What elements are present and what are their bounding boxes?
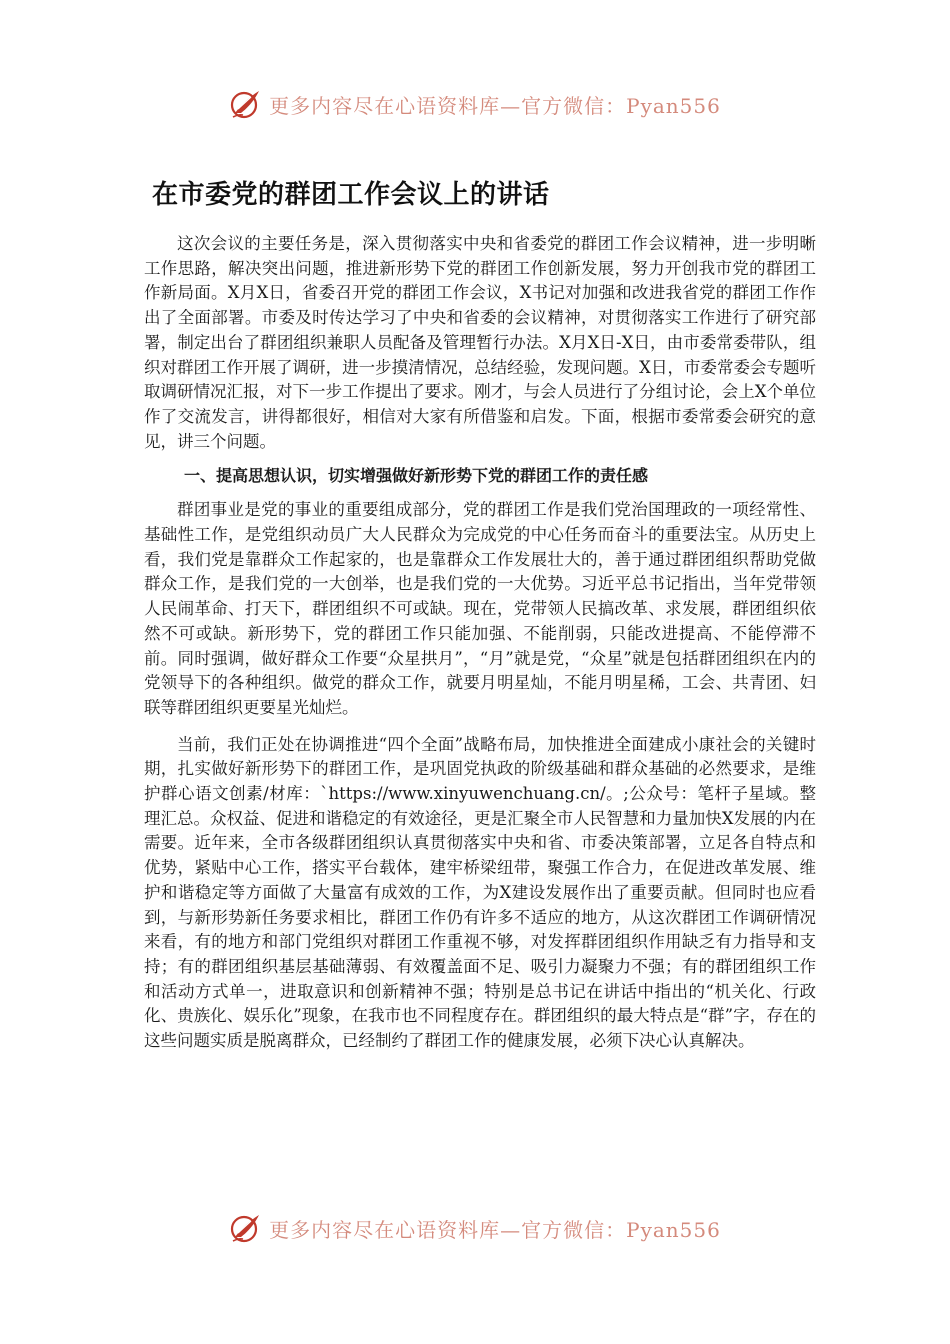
section-1-paragraph-1: 群团事业是党的事业的重要组成部分，党的群团工作是我们党治国理政的一项经常性、基础性工作，是党组织动员广大人民群众为完成党的中心任务而奋斗的重要法宝。从历史上看，我们党是靠群众工作起家的，也是靠群众工作发展壮大的，善于通过群团组织帮助党做群众工作，是我们党的一大创举，也是我们党的一大优势。习近平总书记指出，当年党带领人民闹革命、打天下，群团组织不可或缺。现在，党带领人民搞改革、求发展，群团组织依然不可或缺。新形势下，党的群团工作只能加强、不能削弱，只能改进提高、不能停滞不前。同时强调，做好群众工作要“众星拱月”，“月”就是党，“众星”就是包括群团组织在内的党领导下的各种组织。做党的群众工作，就要月明星灿，不能月明星稀，工会、共青团、妇联等群团组织更要星光灿烂。 bbox=[144, 500, 816, 717]
section-1-paragraph-2: 当前，我们正处在协调推进“四个全面”战略布局，加快推进全面建成小康社会的关键时期，扎实做好新形势下的群团工作，是巩固党执政的阶级基础和群众基础的必然要求，是维护群心语文创素/材库：`https://www.xinyuwenchuang.cn/。;公众号：笔杆子星域。整理汇总。众权益、促进和谐稳定的有效途径，更是汇聚全市人民智慧和力量加快X发展的内在需要。近年来，全市各级群团组织认真贯彻落实中央和省、市委决策部署，立足各自特点和优势，紧贴中心工作，搭实平台载体，建牢桥梁纽带，聚强工作合力，在促进改革发展、维护和谐稳定等方面做了大量富有成效的工作，为X建设发展作出了重要贡献。但同时也应看到，与新形势新任务要求相比，群团工作仍有许多不适应的地方，从这次群团工作调研情况来看，有的地方和部门党组织对群团工作重视不够，对发挥群团组织作用缺乏有力指导和支持；有的群团组织基层基础薄弱、有效覆盖面不足、吸引力凝聚力不强；有的群团组织工作和活动方式单一，进取意识和创新精神不强；特别是总书记在讲话中指出的“机关化、行政化、贵族化、娱乐化”现象，在我市也不同程度存在。群团组织的最大特点是“群”字，存在的这些问题实质是脱离群众，已经制约了群团工作的健康发展，必须下决心认真解决。 bbox=[144, 734, 816, 1051]
watermark-banner-top bbox=[0, 82, 950, 126]
document-title: 在市委党的群团工作会议上的讲话 bbox=[152, 180, 550, 210]
hand-quill-logo-icon bbox=[229, 1211, 263, 1245]
document-body bbox=[144, 232, 816, 1054]
hand-quill-logo-icon bbox=[229, 87, 263, 121]
watermark-banner-bottom bbox=[0, 1206, 950, 1250]
watermark-text: 更多内容尽在心语资料库—官方微信：Pyan556 bbox=[269, 1217, 721, 1242]
section-heading-1: 一、提高思想认识，切实增强做好新形势下党的群团工作的责任感 bbox=[184, 466, 649, 486]
watermark-text: 更多内容尽在心语资料库—官方微信：Pyan556 bbox=[269, 93, 721, 118]
intro-paragraph: 这次会议的主要任务是，深入贯彻落实中央和省委党的群团工作会议精神，进一步明晰工作思路，解决突出问题，推进新形势下党的群团工作创新发展，努力开创我市党的群团工作新局面。X月X日，省委召开党的群团工作会议，X书记对加强和改进我省党的群团工作作出了全面部署。市委及时传达学习了中央和省委的会议精神，对贯彻落实工作进行了研究部署，制定出台了群团组织兼职人员配备及管理暂行办法。X月X日-X日，由市委常委带队，组织对群团工作开展了调研，进一步摸清情况，总结经验，发现问题。X日，市委常委会专题听取调研情况汇报，对下一步工作提出了要求。刚才，与会人员进行了分组讨论，会上X个单位作了交流发言，讲得都很好，相信对大家有所借鉴和启发。下面，根据市委常委会研究的意见，讲三个问题。 bbox=[144, 234, 816, 451]
paragraph-gap bbox=[144, 721, 816, 733]
